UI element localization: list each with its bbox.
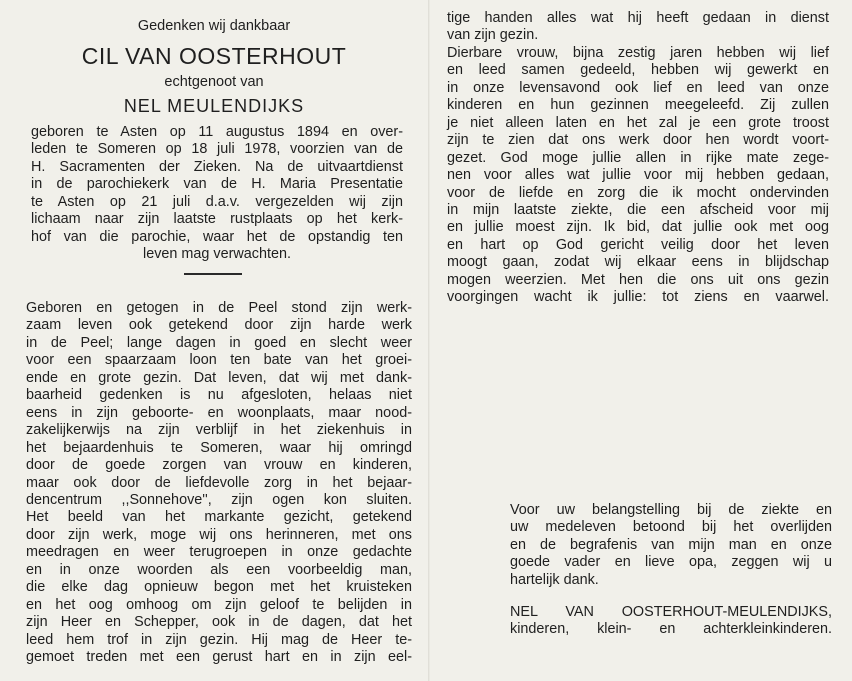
continuation-line: in mijn laatste ziekte, die een afscheid voor mij [447, 201, 829, 218]
bio-line: leden te Someren op 18 juli 1978, voorzien van de [31, 141, 403, 158]
memorial-line: door de goede zorgen van vrouw en kinderen, [26, 457, 412, 474]
thanks-line: hartelijk dank. [510, 571, 599, 588]
continuation-line: zijn te zien dat ons werk door hen wordt voort- [447, 132, 829, 149]
memorial-line: zijn Heer en Schepper, ook in de dagen, dat het [26, 614, 412, 631]
continuation-line: in onze levensavond ook lief en leed van onze [447, 79, 829, 96]
memorial-line: Geboren en getogen in de Peel stond zijn werk- [26, 300, 412, 316]
thanks-line: Voor uw belangstelling bij de ziekte en [510, 502, 832, 518]
section-divider [184, 273, 242, 275]
continuation-line: Dierbare vrouw, bijna zestig jaren hebben wij lief [447, 44, 829, 61]
continuation-line: moogt gaan, zodat wij elkaar eens in blijdschap [447, 254, 829, 271]
deceased-name: CIL VAN OOSTERHOUT [81, 43, 347, 69]
memorial-line: voor een spaarzaam loon ten bate van het groei- [26, 352, 412, 369]
signature-line: kinderen, klein- en achterkleinkinderen. [510, 621, 832, 638]
memorial-line: baarheid gedenken is nu afgesloten, helaas niet [26, 387, 412, 404]
continuation-line: tige handen alles wat hij heeft gedaan in dienst [447, 10, 829, 26]
thanks-paragraph [510, 502, 832, 589]
memorial-line: zakelijkerwijs na zijn verblijf in het ziekenhuis in [26, 422, 412, 439]
intro-heading: Gedenken wij dankbaar [137, 18, 291, 34]
continuation-line: je niet alleen laten en het zal je een grote troost [447, 114, 829, 131]
thanks-line: en de begrafenis van mijn man en onze [510, 536, 832, 553]
memorial-line: door zijn werk, moge wij ons herinneren, met ons [26, 526, 412, 543]
bio-line: leven mag verwachten. [143, 246, 291, 263]
signature-block [510, 604, 832, 639]
spouse-name: NEL MEULENDIJKS [123, 96, 305, 116]
memorial-line: ende en grote gezin. Dat leven, dat wij met dank- [26, 369, 412, 386]
bio-line: lichaam naar zijn laatste rustplaats op het kerk- [31, 211, 403, 228]
memorial-line: die elke dag opnieuw begon met het kruisteken [26, 579, 412, 596]
continuation-line: en jullie moest zijn. Ik bid, dat jullie ook met oog [447, 219, 829, 236]
memorial-line: Het beeld van het markante gezicht, getekend [26, 509, 412, 526]
memorial-line: zaam leven ook getekend door zijn harde werk [26, 317, 412, 334]
bio-line: te Asten op 21 juli d.a.v. vergezelden wij zijn [31, 193, 403, 210]
memorial-line: in de Peel; lange dagen in goed en slecht weer [26, 334, 412, 351]
continuation-line: nen voor alles wat jullie voor mij hebben gedaan, [447, 167, 829, 184]
bio-line: hof van die parochie, waar het de opstandig ten [31, 228, 403, 245]
bio-paragraph [31, 124, 403, 264]
memorial-line: maar ook door de liefdevolle zorg in het bejaar- [26, 474, 412, 491]
thanks-line: uw medeleven betoond bij het overlijden [510, 519, 832, 536]
thanks-line: goede vader en lieve opa, zeggen wij u [510, 554, 832, 571]
bio-line: geboren te Asten op 11 augustus 1894 en over- [31, 124, 403, 140]
memorial-line: dencentrum ,,Sonnehove'', zijn ogen kon sluiten. [26, 491, 412, 508]
memorial-line: eens in zijn geboorte- en woonplaats, maar nood- [26, 404, 412, 421]
memorial-line: gemoet treden met een gerust hart en in zijn eel- [26, 649, 412, 666]
continuation-line: voorgingen wacht ik jullie: tot ziens en vaarwel. [447, 289, 829, 306]
memorial-line: en het oog omhoog om zijn geloof te belijden in [26, 596, 412, 613]
right-panel [430, 0, 852, 681]
signature-line: NEL VAN OOSTERHOUT-MEULENDIJKS, [510, 604, 832, 620]
bio-line: H. Sacramenten der Zieken. Na de uitvaartdienst [31, 158, 403, 175]
memorial-line: meedragen en weer terugroepen in onze gedachte [26, 544, 412, 561]
continuation-line: kinderen en hun gezinnen meegeleefd. Zij zullen [447, 97, 829, 114]
continuation-line: en hart op God gericht veilig door het leven [447, 236, 829, 253]
memorial-paragraph [26, 300, 412, 667]
memorial-line: leed hem trof in zijn gezin. Hij mag de Heer te- [26, 631, 412, 648]
bio-line: in de parochiekerk van de H. Maria Presentatie [31, 176, 403, 193]
continuation-line: gezet. God moge jullie allen in rijke mate zege- [447, 149, 829, 166]
continuation-line: van zijn gezin. [447, 27, 539, 44]
continuation-line: mogen weerzien. Met hen die ons uit ons gezin [447, 271, 829, 288]
memorial-line: het bejaardenhuis te Someren, waar hij omringd [26, 439, 412, 456]
memorial-line: en in onze woorden als een voorbeeldig man, [26, 561, 412, 578]
continuation-line: en leed samen gedeeld, hebben wij gewerkt en [447, 62, 829, 79]
relation-label: echtgenoot van [164, 74, 264, 90]
continuation-line: voor de liefde en zorg die ik mocht ondervinden [447, 184, 829, 201]
continuation-paragraph [447, 10, 829, 307]
